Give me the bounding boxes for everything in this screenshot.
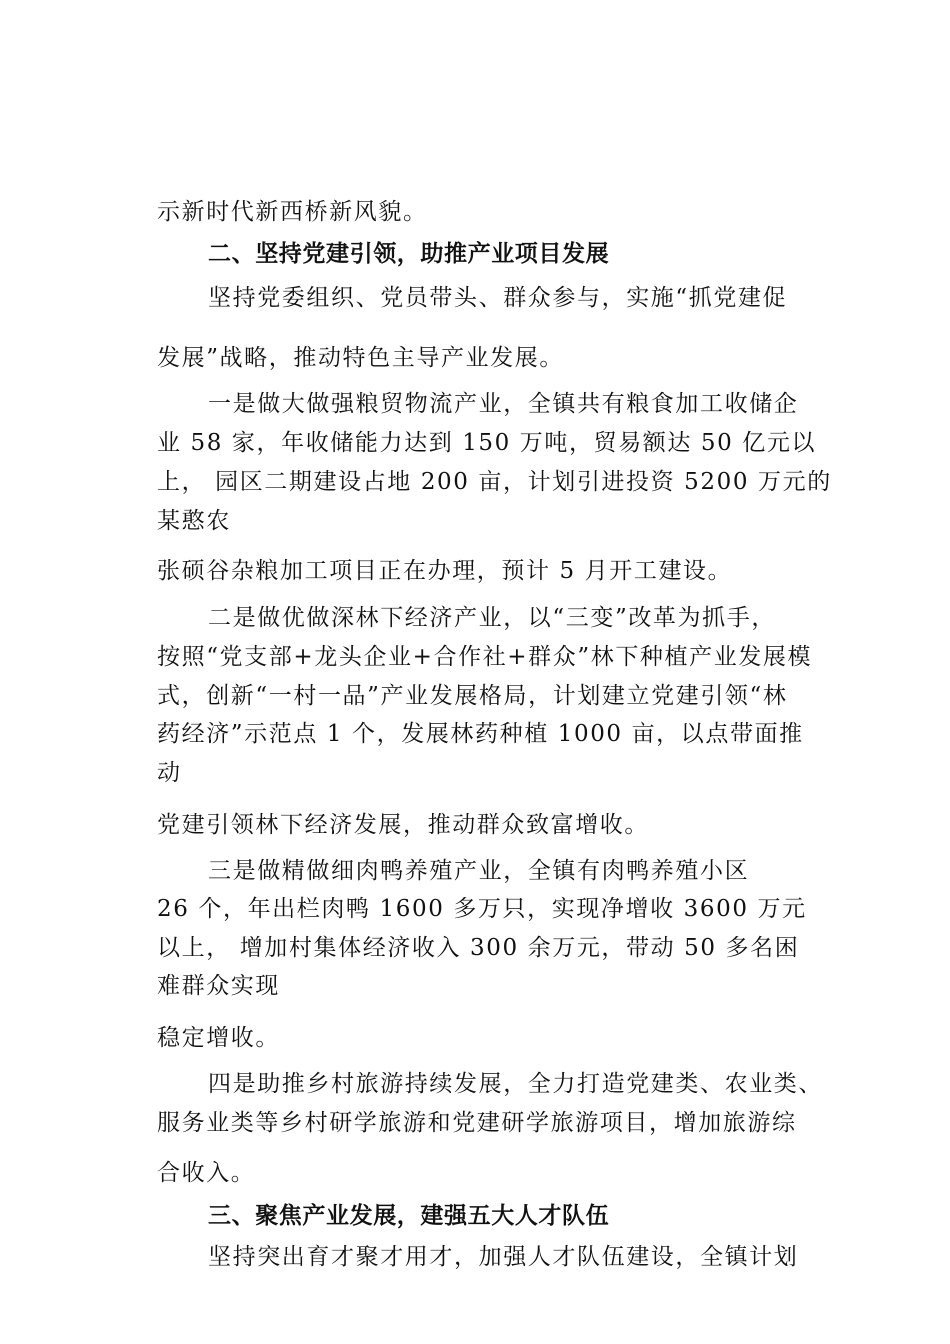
paragraph-line: 发展”战略，推动特色主导产业发展。 — [157, 345, 564, 371]
paragraph-line: 三是做精做细肉鸭养殖产业，全镇有肉鸭养殖小区 — [208, 858, 750, 884]
section-heading: 二、坚持党建引领，助推产业项目发展 — [208, 241, 610, 267]
section-heading: 三、聚焦产业发展，建强五大人才队伍 — [208, 1203, 610, 1229]
paragraph-line: 动 — [157, 760, 182, 786]
paragraph-line: 上， 园区二期建设占地 200 亩，计划引进投资 5200 万元的 — [157, 469, 832, 495]
paragraph-line: 张硕谷杂粮加工项目正在办理，预计 5 月开工建设。 — [157, 558, 733, 584]
paragraph-line: 服务业类等乡村研学旅游和党建研学旅游项目，增加旅游综 — [157, 1110, 797, 1136]
paragraph-line: 示新时代新西桥新风貌。 — [157, 199, 428, 225]
paragraph-line: 坚持突出育才聚才用才，加强人才队伍建设，全镇计划 — [208, 1244, 799, 1270]
paragraph-line: 党建引领林下经济发展，推动群众致富增收。 — [157, 812, 649, 838]
paragraph-line: 合收入。 — [157, 1160, 256, 1186]
paragraph-line: 稳定增收。 — [157, 1025, 280, 1051]
paragraph-line: 药经济”示范点 1 个，发展林药种植 1000 亩，以点带面推 — [157, 721, 804, 747]
paragraph-line: 26 个，年出栏肉鸭 1600 多万只，实现净增收 3600 万元 — [157, 896, 807, 922]
paragraph-line: 以上， 增加村集体经济收入 300 余万元，带动 50 多名困 — [157, 935, 800, 961]
paragraph-line: 式，创新“一村一品”产业发展格局，计划建立党建引领“林 — [157, 683, 788, 709]
paragraph-line: 业 58 家，年收储能力达到 150 万吨，贸易额达 50 亿元以 — [157, 430, 817, 456]
paragraph-line: 某憨农 — [157, 508, 231, 534]
paragraph-line: 一是做大做强粮贸物流产业，全镇共有粮食加工收储企 — [208, 391, 799, 417]
paragraph-line: 难群众实现 — [157, 973, 280, 999]
paragraph-line: 按照“党支部+龙头企业+合作社+群众”林下种植产业发展模 — [157, 644, 813, 670]
paragraph-line: 二是做优做深林下经济产业，以“三变”改革为抓手， — [208, 605, 776, 631]
paragraph-line: 四是助推乡村旅游持续发展，全力打造党建类、农业类、 — [208, 1071, 823, 1097]
paragraph-line: 坚持党委组织、党员带头、群众参与，实施“抓党建促 — [208, 285, 788, 311]
